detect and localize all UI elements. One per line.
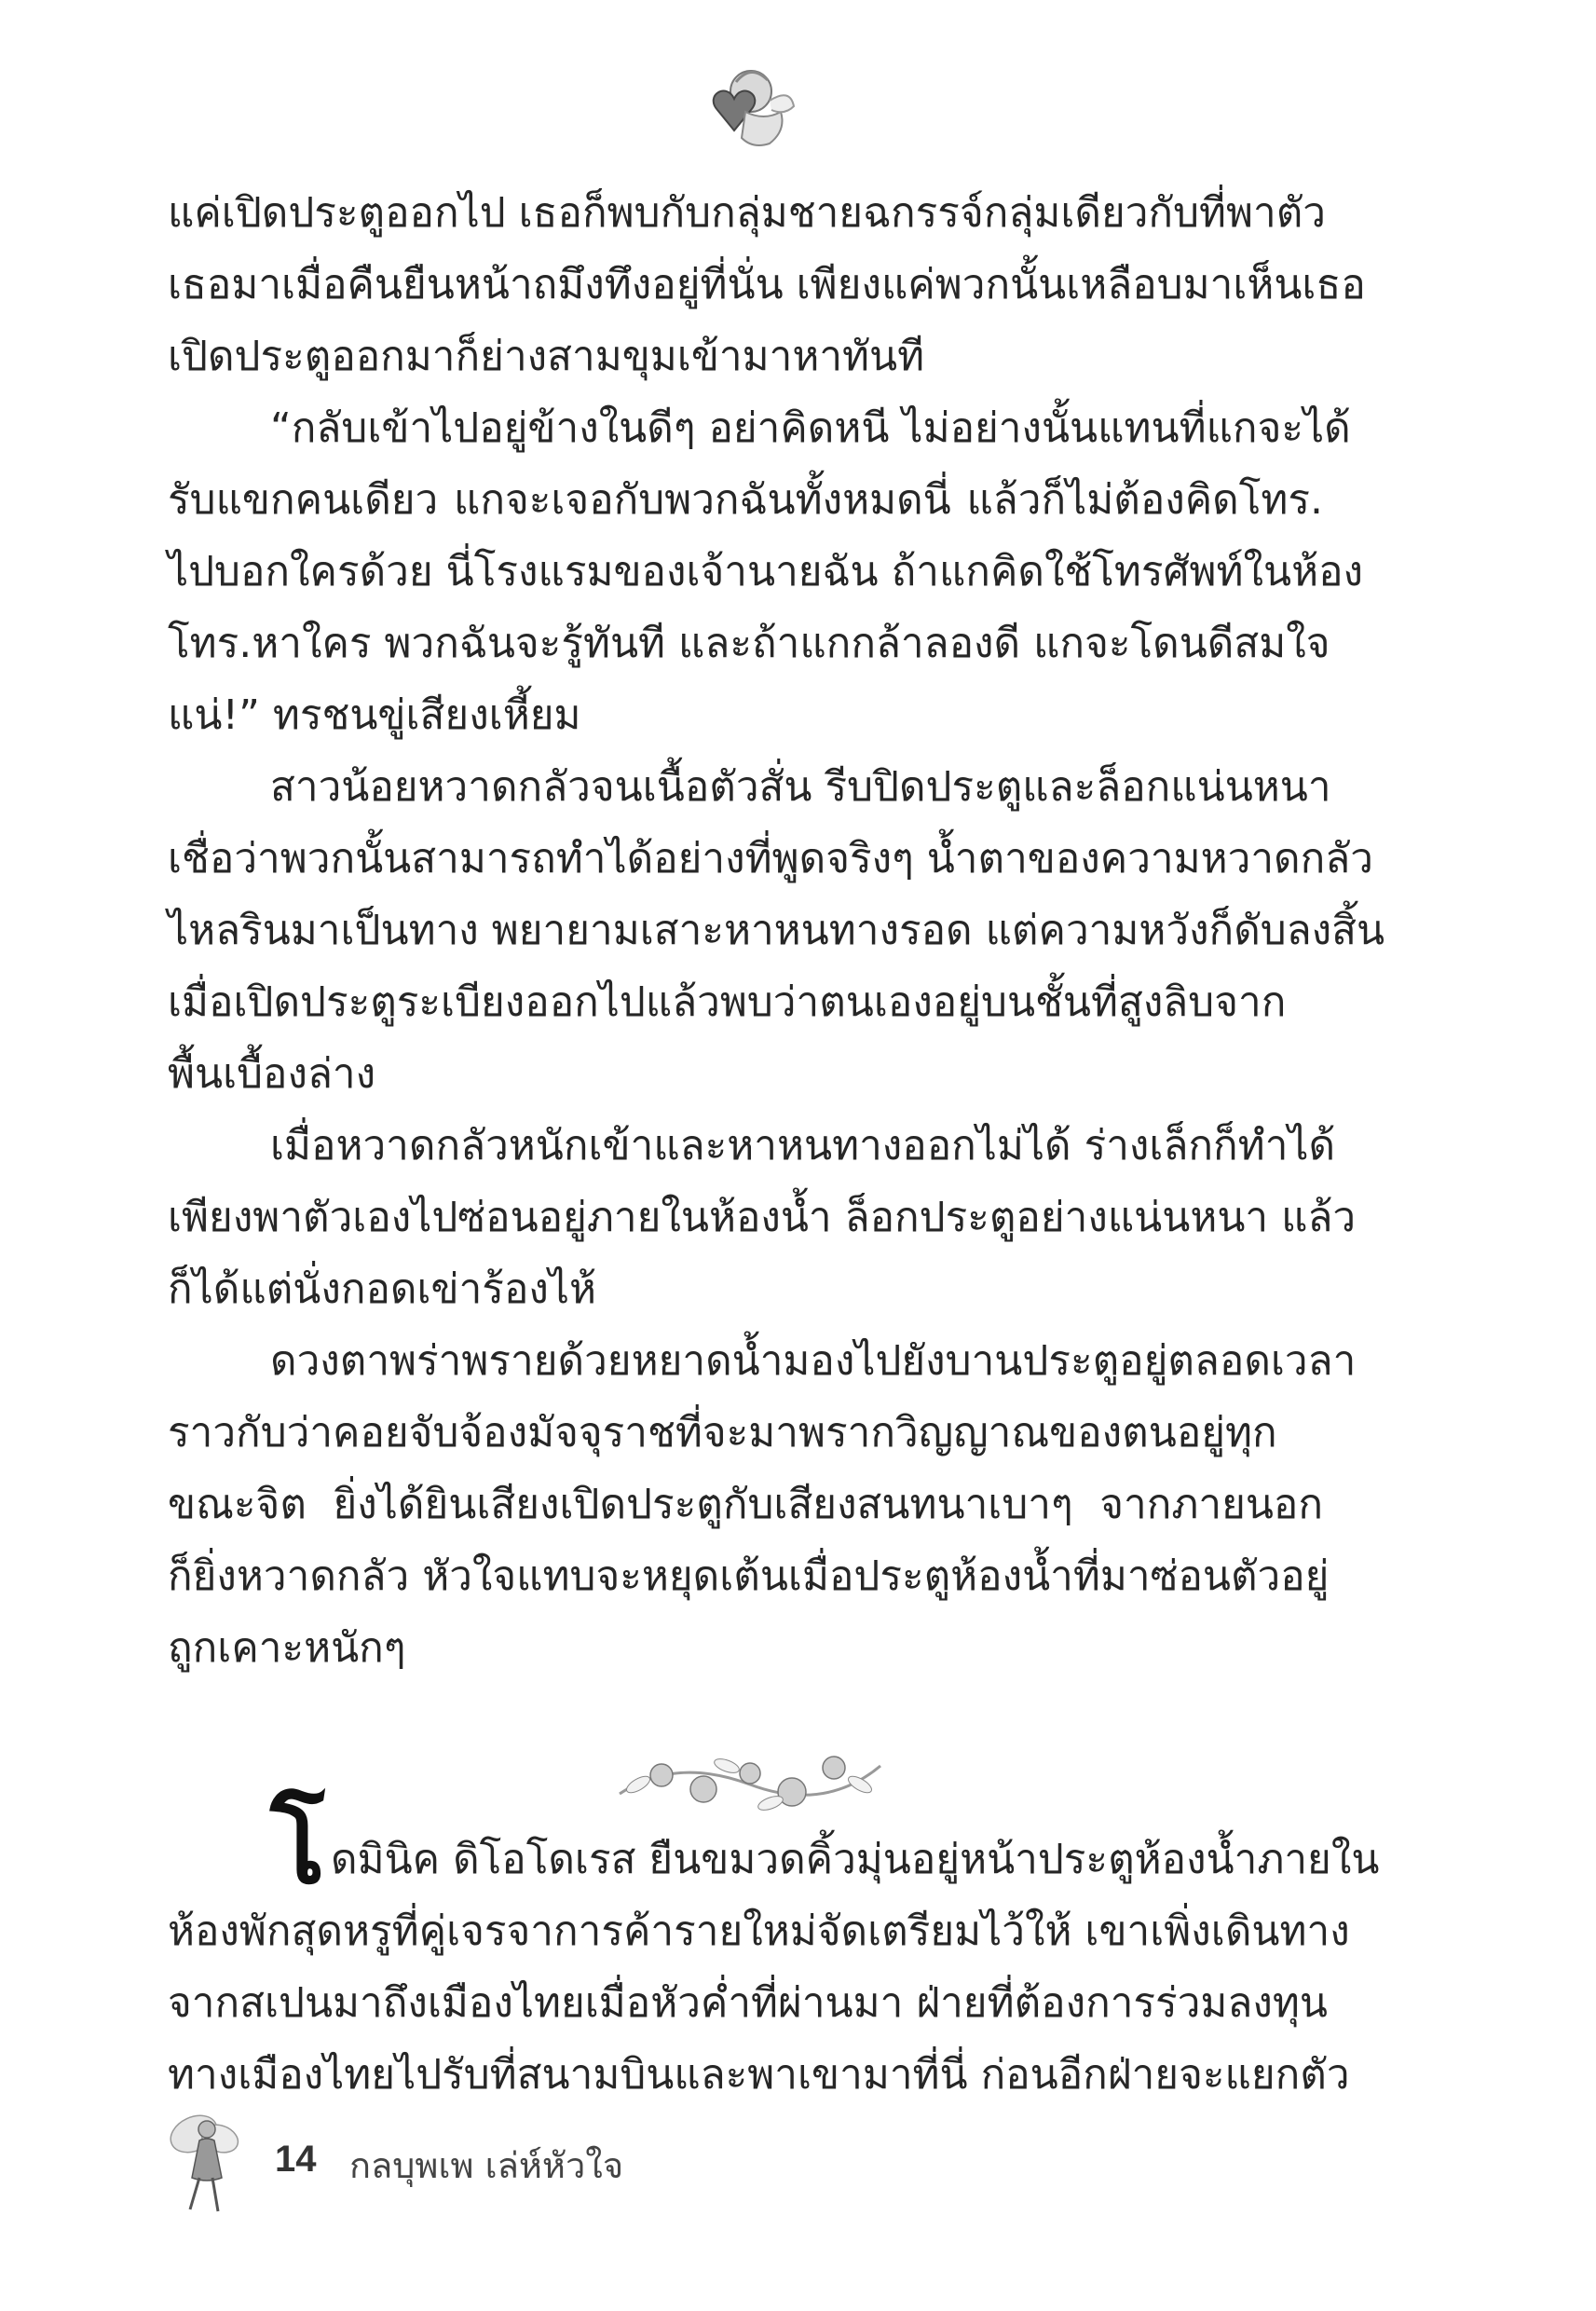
text-line: ดมินิค ดิโอโดเรส ยืนขมวดคิ้วมุ่นอยู่หน้าประตูห้องน้ำภายใน (331, 1836, 1380, 1883)
dropcap-paragraph-start (168, 1786, 1380, 1907)
text-line: ดวงตาพร่าพรายด้วยหยาดน้ำมองไปยังบานประตูอยู่ตลอดเวลา (270, 1337, 1357, 1385)
text-line: ก็ได้แต่นั่งกอดเข่าร้องไห้ (168, 1265, 596, 1313)
text-line: รับแขกคนเดียว แกจะเจอกับพวกฉันทั้งหมดนี่ แล้วก็ไม่ต้องคิดโทร. (168, 476, 1323, 524)
text-line: เมื่อเปิดประตูระเบียงออกไปแล้วพบว่าตนเองอยู่บนชั้นที่สูงลิบจาก (168, 978, 1287, 1026)
fairy-icon (158, 2101, 252, 2222)
dropcap-letter: โ (270, 1786, 326, 1907)
text-line: ไหลรินมาเป็นทาง พยายามเสาะหาหนทางรอด แต่ความหวังก็ดับลงสิ้น (168, 907, 1385, 954)
text-line: สาวน้อยหวาดกลัวจนเนื้อตัวสั่น รีบปิดประตูและล็อกแน่นหนา (270, 763, 1331, 811)
text-line: โทร.หาใคร พวกฉันจะรู้ทันที และถ้าแกกล้าลองดี แกจะโดนดีสมใจ (168, 620, 1330, 667)
text-line: ห้องพักสุดหรูที่คู่เจรจาการค้ารายใหม่จัดเตรียมไว้ให้ เขาเพิ่งเดินทาง (168, 1908, 1350, 1955)
text-line: ก็ยิ่งหวาดกลัว หัวใจแทบจะหยุดเต้นเมื่อประตูห้องน้ำที่มาซ่อนตัวอยู่ (168, 1552, 1330, 1600)
text-line: ทางเมืองไทยไปรับที่สนามบินและพาเขามาที่นี่ ก่อนอีกฝ่ายจะแยกตัว (168, 2051, 1350, 2099)
text-line: เมื่อหวาดกลัวหนักเข้าและหาหนทางออกไม่ได้ ร่างเล็กก็ทำได้ (270, 1122, 1336, 1169)
text-line: เชื่อว่าพวกนั้นสามารถทำได้อย่างที่พูดจริงๆ น้ำตาของความหวาดกลัว (168, 835, 1373, 882)
text-line: พื้นเบื้องล่าง (168, 1050, 376, 1098)
text-line: ถูกเคาะหนักๆ (168, 1624, 406, 1672)
text-line: แค่เปิดประตูออกไป เธอก็พบกับกลุ่มชายฉกรรจ์กลุ่มเดียวกับที่พาตัว (168, 189, 1326, 237)
page-footer (158, 2101, 717, 2213)
text-line: แน่!” ทรชนขู่เสียงเหี้ยม (168, 691, 581, 739)
text-line: จากสเปนมาถึงเมืองไทยเมื่อหัวค่ำที่ผ่านมา ฝ่ายที่ต้องการร่วมลงทุน (168, 1979, 1328, 2027)
cupid-heart-icon (689, 54, 801, 166)
text-line: เพียงพาตัวเองไปซ่อนอยู่ภายในห้องน้ำ ล็อกประตูอย่างแน่นหนา แล้ว (168, 1194, 1357, 1241)
page-number: 14 (275, 2139, 317, 2180)
text-line: ไปบอกใครด้วย นี่โรงแรมของเจ้านายฉัน ถ้าแกคิดใช้โทรศัพท์ในห้อง (168, 548, 1363, 595)
text-line: ราวกับว่าคอยจับจ้องมัจจุราชที่จะมาพรากวิญญาณของตนอยู่ทุก (168, 1409, 1277, 1456)
text-line: เปิดประตูออกมาก็ย่างสามขุมเข้ามาหาทันที (168, 333, 925, 380)
text-line: ขณะจิต ยิ่งได้ยินเสียงเปิดประตูกับเสียงสนทนาเบาๆ จากภายนอก (168, 1481, 1323, 1528)
text-line: เธอมาเมื่อคืนยืนหน้าถมึงทึงอยู่ที่นั่น เพียงแค่พวกนั้นเหลือบมาเห็นเธอ (168, 261, 1366, 308)
running-title: กลบุพเพ เล่ห์หัวใจ (349, 2145, 624, 2186)
floral-divider-icon (610, 1738, 890, 1822)
text-line: “กลับเข้าไปอยู่ข้างในดีๆ อย่าคิดหนี ไม่อย่างนั้นแทนที่แกจะได้ (270, 404, 1351, 452)
